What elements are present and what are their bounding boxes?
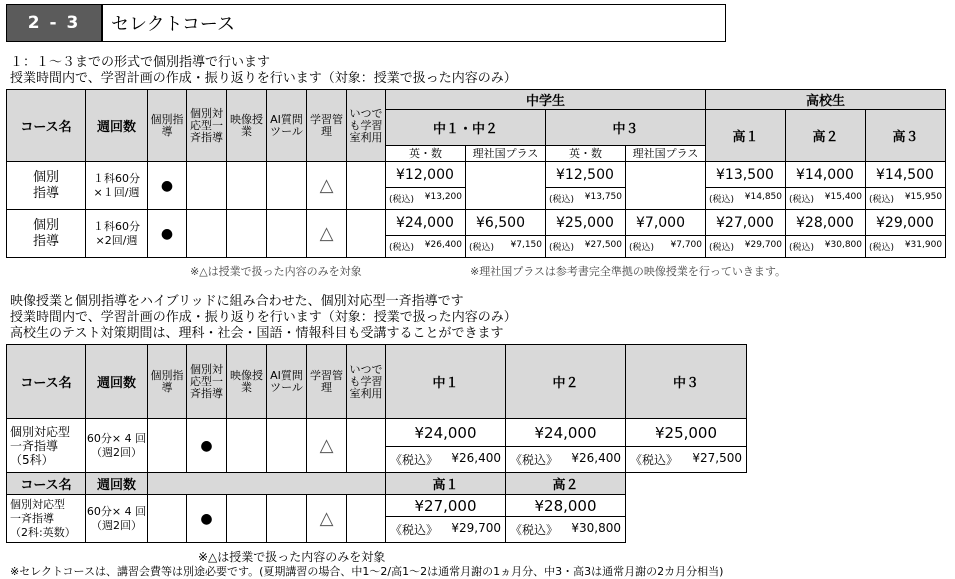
s1-note-2: ※理社国プラスは参考書完全準拠の映像授業を行っていきます。 — [470, 265, 787, 278]
price: ¥12,500 — [546, 162, 626, 188]
price: ¥14,500 — [866, 162, 946, 188]
tax-price: ¥14,850 — [744, 192, 783, 202]
tax-price: ¥15,400 — [824, 192, 863, 202]
tax-price: ¥30,800 — [571, 521, 621, 535]
s2-row2-taiou-mark: ● — [187, 495, 227, 543]
s1-note-1: ※△は授業で扱った内容のみを対象 — [190, 265, 362, 278]
col-kanri: 学習管理 — [307, 345, 347, 419]
s2-line-2: 授業時間内で、学習計画の作成・振り返りを行います（対象：授業で扱った内容のみ） — [10, 310, 517, 325]
tax-price: ¥26,400 — [571, 451, 621, 465]
s1-line-2: 授業時間内で、学習計画の作成・振り返りを行います（対象：授業で扱った内容のみ） — [10, 71, 517, 86]
tax-price: ¥29,700 — [744, 240, 783, 250]
col-itsudemo: いつでも学習室利用 — [347, 90, 386, 162]
col-freq: 週回数 — [86, 473, 148, 495]
tax-label: (税込) — [389, 195, 415, 205]
s2-row1-freq: 60分× 4 回 （週2回） — [86, 419, 148, 473]
s2-row2-freq: 60分× 4 回 （週2回） — [86, 495, 148, 543]
tax-price: ¥15,950 — [904, 192, 943, 202]
s2-row1-taiou-mark: ● — [187, 419, 227, 473]
tax-label: 《税込》 — [390, 453, 439, 467]
tax-label: (税込) — [869, 195, 895, 205]
tax-price: ¥27,500 — [584, 240, 622, 250]
tax-price: ¥7,150 — [510, 240, 542, 250]
row1-freq: １科60分 ×１回/週 — [86, 162, 148, 210]
s2-row2-kanri-mark: △ — [307, 495, 347, 543]
row2-name: 個別 指導 — [7, 210, 86, 258]
sub-k1: 高１ — [706, 110, 786, 162]
row2-kanri-mark: △ — [307, 210, 347, 258]
row1-kanri-mark: △ — [307, 162, 347, 210]
s2-row2-name: 個別対応型 一斉指導 （2科:英数） — [7, 495, 86, 543]
row1-kobetsu-mark: ● — [148, 162, 187, 210]
course-table-2 — [6, 344, 747, 543]
subj-ei: 英・数 — [386, 146, 466, 162]
price: ¥24,000 — [506, 419, 626, 447]
tax-label: (税込) — [469, 243, 495, 253]
s2-line-3: 高校生のテスト対策期間は、理科・社会・国語・情報科目も受講することができます — [10, 326, 504, 341]
tax-label: (税込) — [789, 243, 815, 253]
col-freq: 週回数 — [86, 345, 148, 419]
col-eizo: 映像授業 — [227, 345, 267, 419]
tax-price: ¥26,400 — [424, 240, 462, 250]
tax-label: 《税込》 — [510, 453, 559, 467]
price: ¥27,000 — [706, 210, 786, 236]
col-kobetsu: 個別指導 — [148, 90, 187, 162]
price: ¥25,000 — [546, 210, 626, 236]
s2-row1-name: 個別対応型 一斉指導 （5科） — [7, 419, 86, 473]
tax-label: (税込) — [869, 243, 895, 253]
col-course: コース名 — [7, 90, 86, 162]
tax-price: ¥30,800 — [824, 240, 863, 250]
row2-kobetsu-mark: ● — [148, 210, 187, 258]
s2-note-1: ※△は授業で扱った内容のみを対象 — [198, 550, 386, 564]
col-k2: 高２ — [506, 473, 626, 495]
col-ai: AI質問ツール — [267, 90, 307, 162]
col-kobetsu: 個別指導 — [148, 345, 187, 419]
price: ¥28,000 — [786, 210, 866, 236]
s2-line-1: 映像授業と個別指導をハイブリッドに組み合わせた、個別対応型一斉指導です — [10, 294, 464, 309]
footer-note: ※セレクトコースは、講習会費等は別途必要です。(夏期講習の場合、中1～2/高1～2は通常月謝の1ヵ月分、中3・高3は通常月謝の2カ月分相当) — [10, 565, 724, 578]
sub-c12: 中１・中２ — [386, 110, 546, 146]
tax-price: ¥13,750 — [584, 192, 622, 202]
price: ¥6,500 — [466, 210, 546, 236]
col-kanri: 学習管理 — [307, 90, 347, 162]
sub-k3: 高３ — [866, 110, 946, 162]
col-k1: 高１ — [386, 473, 506, 495]
tax-price: ¥29,700 — [451, 521, 501, 535]
col-c2: 中２ — [506, 345, 626, 419]
col-itsudemo: いつでも学習室利用 — [347, 345, 386, 419]
sub-c3: 中３ — [546, 110, 706, 146]
tax-label: (税込) — [709, 243, 735, 253]
tax-label: (税込) — [789, 195, 815, 205]
price: ¥25,000 — [626, 419, 747, 447]
price: ¥24,000 — [386, 210, 466, 236]
col-c3: 中３ — [626, 345, 747, 419]
subj-ei: 英・数 — [546, 146, 626, 162]
tax-price: ¥7,700 — [670, 240, 703, 250]
tax-label: 《税込》 — [390, 523, 439, 537]
tax-label: (税込) — [709, 195, 735, 205]
row2-freq: １科60分 ×2回/週 — [86, 210, 148, 258]
price: ¥29,000 — [866, 210, 946, 236]
col-eizo: 映像授業 — [227, 90, 267, 162]
tax-label: (税込) — [389, 243, 415, 253]
tax-label: 《税込》 — [510, 523, 559, 537]
col-course: コース名 — [7, 473, 86, 495]
price: ¥24,000 — [386, 419, 506, 447]
subj-ri: 理社国プラス — [466, 146, 546, 162]
row1-name: 個別 指導 — [7, 162, 86, 210]
tax-label: (税込) — [549, 195, 575, 205]
col-freq: 週回数 — [86, 90, 148, 162]
tax-label: (税込) — [629, 243, 655, 253]
price: ¥12,000 — [386, 162, 466, 188]
price: ¥27,000 — [386, 495, 506, 517]
course-table-1 — [6, 89, 946, 258]
col-taiou: 個別対応型一斉指導 — [187, 345, 227, 419]
tax-price: ¥27,500 — [692, 451, 742, 465]
col-course: コース名 — [7, 345, 86, 419]
sub-k2: 高２ — [786, 110, 866, 162]
tax-price: ¥31,900 — [904, 240, 943, 250]
s1-line-1: １：１～３までの形式で個別指導で行います — [10, 55, 271, 70]
price: ¥14,000 — [786, 162, 866, 188]
tax-price: ¥13,200 — [424, 192, 462, 202]
group-chu: 中学生 — [386, 90, 706, 110]
tax-price: ¥26,400 — [451, 451, 501, 465]
group-ko: 高校生 — [706, 90, 946, 110]
price: ¥13,500 — [706, 162, 786, 188]
tax-label: 《税込》 — [630, 453, 679, 467]
price: ¥7,000 — [626, 210, 706, 236]
col-taiou: 個別対応型一斉指導 — [187, 90, 227, 162]
s2-row1-kanri-mark: △ — [307, 419, 347, 473]
col-c1: 中１ — [386, 345, 506, 419]
subj-ri: 理社国プラス — [626, 146, 706, 162]
col-ai: AI質問ツール — [267, 345, 307, 419]
section-number: 2 - 3 — [6, 4, 102, 42]
page-title: セレクトコース — [102, 4, 726, 42]
price: ¥28,000 — [506, 495, 626, 517]
tax-label: (税込) — [549, 243, 575, 253]
